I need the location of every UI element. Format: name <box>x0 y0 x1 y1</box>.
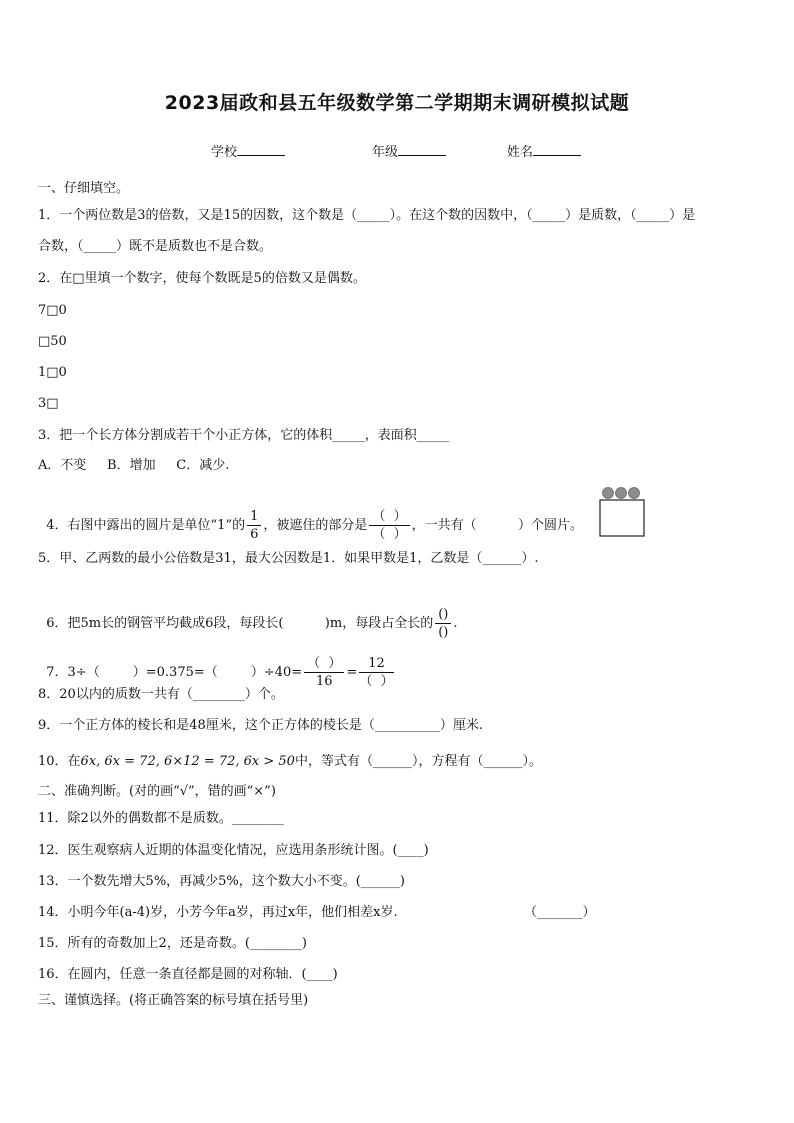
question-10-text-b: 中，等式有（______），方程有（______）。 <box>294 754 542 769</box>
fraction-numerator: （ ） <box>304 656 344 673</box>
question-2: 2．在□里填一个数字，使每个数既是5的倍数又是偶数。 <box>38 271 366 286</box>
name-blank <box>533 143 581 156</box>
coins-figure <box>598 485 646 539</box>
question-1-line-2: 合数，（_____）既不是质数也不是合数。 <box>38 239 273 254</box>
school-label: 学校 <box>211 145 238 160</box>
question-2-item: 1□0 <box>38 365 67 380</box>
fraction-denominator: 16 <box>316 674 333 689</box>
question-7 <box>38 640 396 689</box>
question-14-text: 14．小明今年(a-4)岁，小芳今年a岁，再过x年，他们相差x岁. <box>38 905 398 920</box>
grade-field <box>372 141 446 160</box>
fraction-numerator: 1 <box>247 509 261 526</box>
school-blank <box>237 143 285 156</box>
fraction-denominator: （ ） <box>359 674 394 689</box>
question-5: 5．甲、乙两数的最小公倍数是31，最大公因数是1．如果甲数是1，乙数是（______）. <box>38 551 539 566</box>
question-6-text-b: . <box>453 616 458 631</box>
school-field <box>211 141 285 160</box>
fraction-numerator: （ ） <box>369 509 409 526</box>
question-11: 11．除2以外的偶数都不是质数。________ <box>38 811 284 826</box>
section2-heading: 二、准确判断。(对的画“√”，错的画“×”) <box>38 784 276 799</box>
fraction-numerator: () <box>435 607 451 624</box>
question-10-math: 6x, 6x = 72, 6×12 = 72, 6x > 50 <box>80 754 295 769</box>
fraction <box>369 509 409 542</box>
question-13: 13．一个数先增大5%，再减少5%，这个数大小不变。(______) <box>38 874 405 889</box>
section3-heading: 三、谨慎选择。(将正确答案的标号填在括号里) <box>38 993 309 1008</box>
question-15: 15．所有的奇数加上2，还是奇数。(________) <box>38 936 307 951</box>
question-3-options: A．不变 B．增加 C．减少. <box>38 458 230 473</box>
fraction-denominator: 6 <box>250 527 259 542</box>
section1-heading: 一、仔细填空。 <box>38 181 130 196</box>
fraction-numerator: 12 <box>359 656 393 673</box>
question-4-text-a: 4．右图中露出的圆片是单位“1”的 <box>46 518 246 533</box>
question-2-item: □50 <box>38 334 67 349</box>
question-4 <box>38 493 583 542</box>
coin-icon <box>603 488 614 499</box>
grade-blank <box>398 143 446 156</box>
question-6 <box>38 591 458 640</box>
page-title: 2023届政和县五年级数学第二学期期末调研模拟试题 <box>164 92 630 114</box>
question-4-text-b: ，被遮住的部分是 <box>263 518 368 533</box>
fraction <box>247 509 261 542</box>
question-3: 3．把一个长方体分割成若干个小正方体，它的体积_____，表面积_____ <box>38 428 450 443</box>
fraction <box>304 656 344 689</box>
coin-icon <box>616 488 627 499</box>
question-14-blank: （_______） <box>524 905 596 920</box>
fraction-denominator: () <box>438 625 449 640</box>
fraction <box>359 656 393 689</box>
question-12: 12．医生观察病人近期的体温变化情况，应选用条形统计图。(____) <box>38 843 429 858</box>
question-14 <box>38 905 598 921</box>
question-1-line-1: 1．一个两位数是3的倍数，又是15的因数，这个数是（_____）。在这个数的因数中，（_____）是质数，（_____）是 <box>38 208 696 223</box>
name-field <box>507 141 581 160</box>
question-16: 16．在圆内，任意一条直径都是圆的对称轴．(____) <box>38 967 338 982</box>
fraction <box>435 607 451 640</box>
cover-box <box>600 500 644 536</box>
question-4-text-c: ，一共有（ ）个圆片。 <box>411 518 583 533</box>
equals-sign: = <box>346 665 358 680</box>
question-8: 8．20以内的质数一共有（________）个。 <box>38 687 284 702</box>
fraction-denominator: （ ） <box>372 527 407 542</box>
name-label: 姓名 <box>507 145 534 160</box>
grade-label: 年级 <box>372 145 399 160</box>
coin-icon <box>629 488 640 499</box>
question-9: 9．一个正方体的棱长和是48厘米，这个正方体的棱长是（__________）厘米. <box>38 718 483 733</box>
question-7-text-a: 7．3÷（ ）=0.375=（ ）÷40= <box>46 665 303 680</box>
question-6-text-a: 6．把5m长的钢管平均截成6段，每段长( )m，每段占全长的 <box>46 616 434 631</box>
question-2-item: 3□ <box>38 396 59 411</box>
question-10 <box>38 754 542 770</box>
question-2-item: 7□0 <box>38 303 67 318</box>
question-10-text-a: 10．在 <box>38 754 81 769</box>
